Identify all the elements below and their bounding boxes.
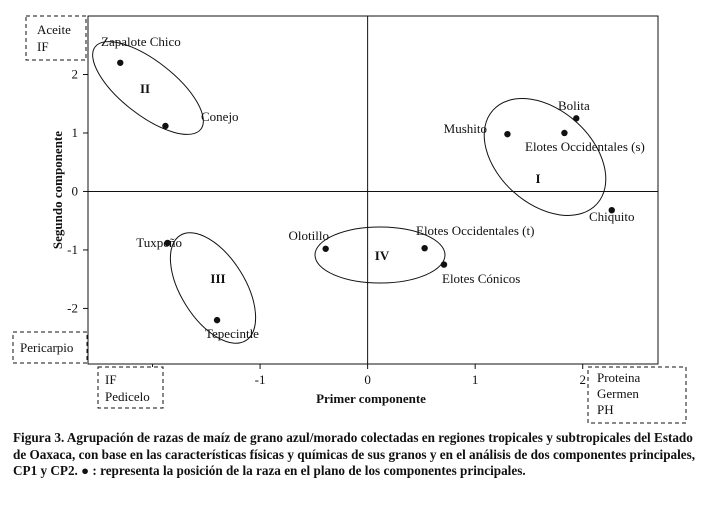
box-proteina (588, 367, 686, 423)
point-label-olotillo: Olotillo (288, 228, 329, 243)
box-pericarpio (13, 332, 87, 363)
box-proteina-line-2: Germen (597, 386, 639, 401)
x-tick-label: 1 (471, 372, 479, 387)
point-label-chiquito: Chiquito (589, 209, 635, 224)
zero-lines (88, 16, 658, 364)
y-tick-label: -1 (67, 241, 78, 257)
box-aceite-line-1: Aceite (37, 22, 71, 37)
point-tepecintle (214, 317, 220, 323)
point-label-zapalote-chico: Zapalote Chico (101, 34, 181, 49)
box-pedicelo-line-1: IF (105, 372, 117, 387)
box-aceite (26, 16, 86, 60)
x-tick-label: 0 (364, 372, 371, 387)
y-tick-label: -2 (67, 300, 78, 316)
x-tick-label: -1 (254, 372, 266, 387)
y-tick-label: 1 (71, 124, 78, 140)
group-label-i: I (535, 171, 541, 186)
point-label-elotes-occidentales-t: Elotes Occidentales (t) (416, 223, 535, 238)
point-zapalote-chico (117, 60, 123, 66)
point-label-tuxpeno: Tuxpeño (136, 235, 182, 250)
point-conejo (162, 123, 168, 129)
point-label-bolita: Bolita (558, 98, 590, 113)
box-pedicelo-line-2: Pedicelo (105, 389, 150, 404)
group-label-iv: IV (374, 248, 390, 263)
figure-caption: Figura 3. Agrupación de razas de maíz de grano azul/morado colectadas en regiones tropicales y subtropicales del Estado de Oaxaca, con base en las características físicas y químicas de sus granos y en el análisis de dos componentes principales, CP1 y CP2. ● : representa la posición de la raza en el plano de los componentes principales. (13, 430, 696, 478)
point-label-elotes-conicos: Elotes Cónicos (442, 271, 521, 286)
box-proteina-line-1: Proteina (597, 370, 641, 385)
point-label-tepecintle: Tepecintle (205, 326, 259, 341)
point-elotes-conicos (441, 261, 447, 267)
y-axis-title: Segundo componente (50, 130, 65, 250)
x-tick-label: 2 (579, 372, 586, 387)
point-label-mushito: Mushito (443, 121, 487, 136)
y-tick-label: 0 (71, 183, 78, 199)
box-pedicelo (98, 367, 163, 408)
point-label-elotes-occidentales-s: Elotes Occidentales (s) (525, 139, 645, 154)
point-elotes-occidentales-s (561, 130, 567, 136)
y-tick-label: 2 (71, 66, 78, 82)
plot-frame (88, 16, 658, 364)
x-axis-title: Primer componente (316, 391, 426, 406)
point-olotillo (322, 246, 328, 252)
data-points (101, 34, 645, 341)
box-proteina-line-3: PH (597, 402, 614, 417)
group-label-ii: II (139, 81, 151, 96)
point-mushito (504, 131, 510, 137)
box-aceite-line-2: IF (37, 39, 49, 54)
point-label-conejo: Conejo (201, 109, 239, 124)
group-label-iii: III (210, 271, 226, 286)
box-pericarpio-line-1: Pericarpio (20, 340, 74, 355)
point-bolita (573, 115, 579, 121)
point-elotes-occidentales-t (421, 245, 427, 251)
